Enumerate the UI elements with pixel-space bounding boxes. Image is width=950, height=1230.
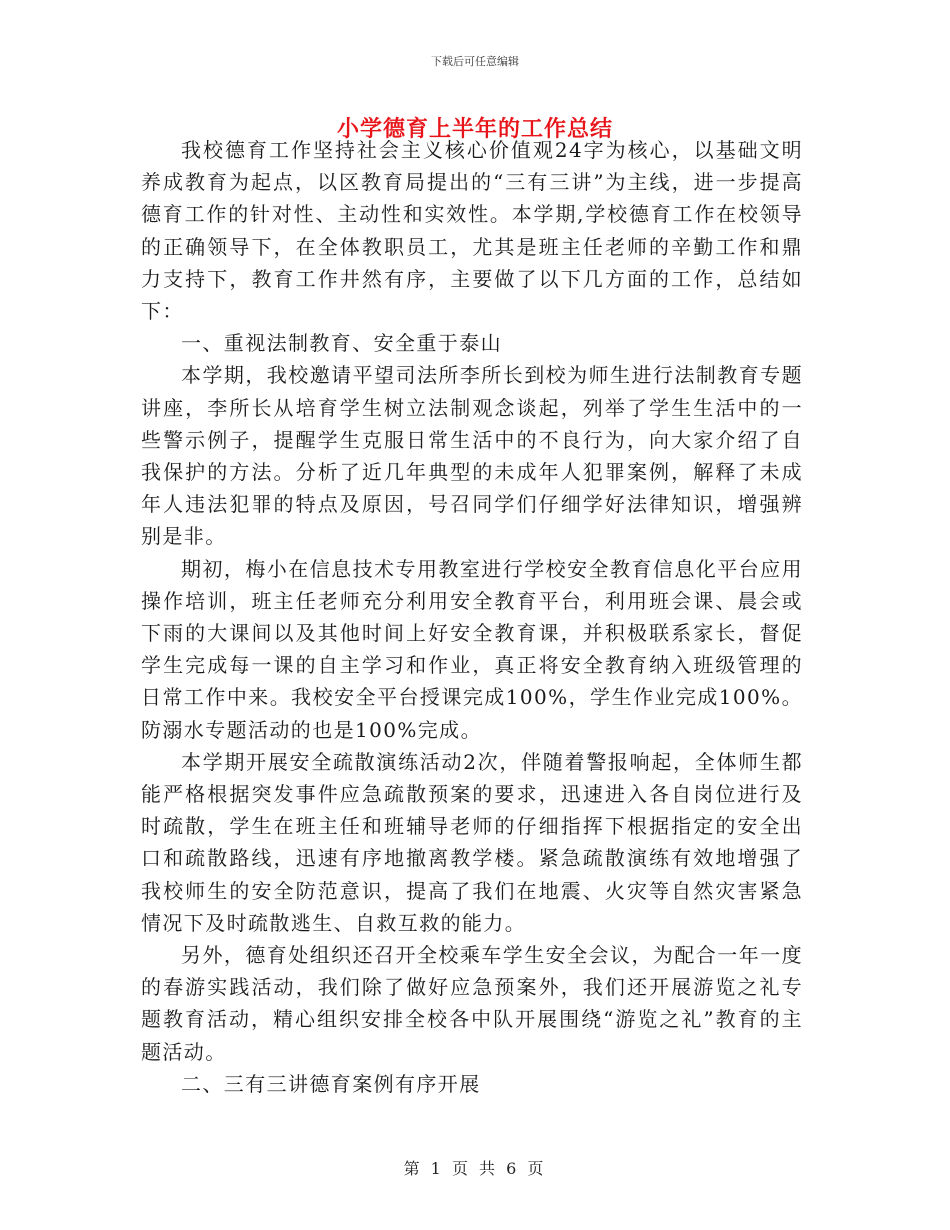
- body-paragraph: 期初，梅小在信息技术专用教室进行学校安全教育信息化平台应用操作培训，班主任老师充分利用安全教育平台，利用班会课、晨会或下雨的大课间以及其他时间上好安全教育课，并积极联系家长，督促学生完成每一课的自主学习和作业，真正将安全教育纳入班级管理的日常工作中来。我校安全平台授课完成100%，学生作业完成100%。防溺水专题活动的也是100%完成。: [141, 556, 803, 742]
- intro-paragraph: 我校德育工作坚持社会主义核心价值观24字为核心，以基础文明养成教育为起点，以区教育局提出的“三有三讲”为主线，进一步提高德育工作的针对性、主动性和实效性。本学期,学校德育工作在校领导的正确领导下，在全体教职员工，尤其是班主任老师的辛勤工作和鼎力支持下，教育工作井然有序，主要做了以下几方面的工作，总结如下：: [141, 138, 803, 324]
- section-heading-2: 二、三有三讲德育案例有序开展: [181, 1071, 481, 1096]
- body-paragraph: 本学期开展安全疏散演练活动2次，伴随着警报响起，全体师生都能严格根据突发事件应急疏散预案的要求，迅速进入各自岗位进行及时疏散，学生在班主任和班辅导老师的仔细指挥下根据指定的安全出口和疏散路线，迅速有序地撤离教学楼。紧急疏散演练有效地增强了我校师生的安全防范意识，提高了我们在地震、火灾等自然灾害紧急情况下及时疏散逃生、自救互救的能力。: [141, 749, 803, 935]
- body-paragraph: 另外，德育处组织还召开全校乘车学生安全会议，为配合一年一度的春游实践活动，我们除了做好应急预案外，我们还开展游览之礼专题教育活动，精心组织安排全校各中队开展围绕“游览之礼”教育的主题活动。: [141, 943, 803, 1064]
- header-note: 下载后可任意编辑: [431, 55, 519, 68]
- document-body: [141, 134, 803, 1100]
- body-paragraph: 本学期，我校邀请平望司法所李所长到校为师生进行法制教育专题讲座，李所长从培育学生树立法制观念谈起，列举了学生生活中的一些警示例子，提醒学生克服日常生活中的不良行为，向大家介绍了自我保护的方法。分析了近几年典型的未成年人犯罪案例，解释了未成年人违法犯罪的特点及原因，号召同学们仔细学好法律知识，增强辨别是非。: [141, 363, 803, 549]
- section-heading-1: 一、重视法制教育、安全重于泰山: [181, 331, 502, 356]
- document-title: 小学德育上半年的工作总结: [336, 116, 613, 142]
- page-number: 第 1 页 共 6 页: [403, 1159, 547, 1178]
